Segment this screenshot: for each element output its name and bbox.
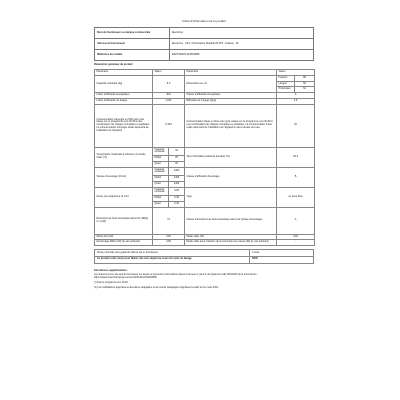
noise-value: 73 — [153, 207, 185, 234]
table-row — [95, 250, 314, 257]
supplier-name-label: Nom du fournisseur ou marque commerciale — [95, 28, 170, 39]
delay-start-label: Démarrage différé (W) (le cas échéant) — [95, 240, 153, 246]
eei-label: Indice d'efficacité énergétique — [95, 93, 153, 99]
noise-label: Émissions de bruit acoustique dans l'air (dB(A) re 1 pW) — [95, 207, 153, 234]
dimensions-label: Dimensions en cm — [185, 75, 277, 92]
capacity-label: Capacité nominale (kg) — [95, 75, 153, 92]
supplier-row — [95, 28, 314, 39]
standby-value: 0,50 — [277, 234, 315, 240]
temp-half-value: 25 — [169, 156, 185, 162]
off-mode-label: Mode arrêt (W) — [95, 234, 153, 240]
supplier-name-value: Electrolux — [170, 28, 314, 39]
moisture-label: Taux d'humidité résiduelle pondéré (%) — [185, 147, 277, 167]
supplier-address-value: Electrolux - 26 A, Prominatore Skadsih 80 870 - Krakow - PL — [170, 39, 314, 50]
temp-half-label: Moitié — [153, 156, 169, 162]
height-label: Hauteur — [277, 75, 295, 81]
moisture-value: 53,4 — [277, 147, 315, 167]
additional-info — [94, 270, 314, 290]
type-label: Type — [185, 187, 277, 207]
water-consumption-label: Consommation d'eau en litres par cycle, basée sur le programme éco 40-60 à une combinaison de charges complètes et partielles. La consommation d'eau réelle dépendra de l'utilisation de l'appareil et de la dureté de l'eau. — [185, 104, 277, 147]
duration-quarter-value: 2:45 — [169, 201, 185, 207]
duration-quarter-label: Quart — [153, 201, 169, 207]
wash-index-value: 1,031 — [153, 98, 185, 104]
energy-class-value: A — [277, 93, 315, 99]
noise-class-label: Classe d'émissions de bruit acoustique dans l'air (phase d'essorage) — [185, 207, 277, 234]
supplier-address-label: Adresse du fournisseur — [95, 39, 170, 50]
width-value: 60 — [295, 81, 315, 87]
table-row — [95, 256, 314, 263]
product-information-sheet — [94, 20, 314, 291]
temp-capacity-value: 32 — [169, 147, 185, 156]
spin-class-label: Classe d'efficacité d'essorage — [185, 167, 277, 187]
eei-value: 46,6 — [153, 93, 185, 99]
networked-standby-value: - — [277, 240, 315, 246]
model-reference-label: Référence du modèle — [95, 50, 170, 61]
energy-class-label: Classe d'efficacité énergétique — [185, 93, 277, 99]
model-reference-value: EW7F8000V-914500895 — [170, 50, 314, 61]
temp-quarter-value: 20 — [169, 161, 185, 167]
temp-capacity-label: Capacité nominale — [153, 147, 169, 156]
spin-class-value: B — [277, 167, 315, 187]
silver-ions-value: NON — [250, 256, 314, 263]
temperature-label: Température maximale à l'intérieur du textile traité (°C) — [95, 147, 153, 167]
energy-consumption-value: 0,434 — [153, 104, 185, 147]
table-row — [95, 104, 315, 147]
note-amendment: (1) Les modifications apportées au deuxième paragraphe et au premier paragraphe s'appliquent à partir du 1er mars 2021. — [94, 286, 219, 289]
parameters-table — [94, 69, 315, 246]
networked-standby-label: Mode veille avec maintien de la connexion au réseau (W) (le cas échéant) — [185, 240, 277, 246]
capacity-value: 8,0 — [153, 75, 185, 92]
rinse-label: Efficacité de rinçage (g/kg) — [185, 98, 277, 104]
spin-quarter-label: Quart — [153, 181, 169, 187]
depth-value: 64 — [295, 87, 315, 93]
off-mode-value: 0,50 — [153, 234, 185, 240]
header-value-2: Valeur — [277, 70, 315, 76]
warranty-value: 3 mois — [250, 250, 314, 257]
standby-label: Mode veille (W) — [185, 234, 277, 240]
spin-capacity-value: 1400 — [169, 167, 185, 176]
spin-quarter-value: 1400 — [169, 181, 185, 187]
table-row — [95, 207, 315, 234]
warranty-label: Durée minimale de la garantie offerte par le fournisseur — [95, 250, 250, 257]
spin-capacity-label: Capacité nominale — [153, 167, 169, 176]
duration-capacity-value: 3:35 — [169, 187, 185, 196]
supplier-table — [94, 27, 314, 61]
table-row — [95, 240, 315, 246]
duration-capacity-label: Capacité nominale — [153, 187, 169, 196]
water-consumption-value: 42 — [277, 104, 315, 147]
depth-label: Profondeur — [277, 87, 295, 93]
width-label: Largeur — [277, 81, 295, 87]
spin-half-label: Moitié — [153, 176, 169, 182]
energy-consumption-label: Consommation d'énergie en kWh par cycle, basée sur le programme éco 40-60 à une combinaison de charges complètes et partielles. La consommation d'énergie réelle dépendra de l'utilisation de l'appareil. — [95, 104, 153, 147]
spin-half-value: 1400 — [169, 176, 185, 182]
duration-label: Durée du programme (h:min) — [95, 187, 153, 207]
header-param: Paramètre — [95, 70, 153, 76]
header-value: Valeur — [153, 70, 185, 76]
header-param-2: Paramètre — [185, 70, 277, 76]
warranty-table — [94, 249, 314, 264]
silver-ions-label: Ce produit a été conçu pour libérer des ions argent au cours du cycle de lavage — [95, 256, 250, 263]
additional-info-title: Informations supplémentaires : — [94, 269, 129, 272]
note-eco: (*) Pour le programme éco 40-60. — [94, 281, 129, 284]
duration-half-value: 2:45 — [169, 196, 185, 202]
section-title: Paramètres généraux du produit — [94, 63, 133, 67]
rinse-value: 4,9 — [277, 98, 315, 104]
wash-index-label: Indice d'efficacité de lavage — [95, 98, 153, 104]
table-row — [95, 147, 315, 156]
height-value: 85 — [295, 75, 315, 81]
noise-class-value: A — [277, 207, 315, 234]
supplier-row — [95, 50, 314, 61]
delay-start-value: 4,00 — [153, 240, 185, 246]
table-row — [95, 167, 315, 176]
type-value: en pose libre — [277, 187, 315, 207]
sheet-title: Fiche d'information sur le produit — [182, 19, 226, 23]
spin-label: Vitesse d'essorage (tr/min) — [95, 167, 153, 187]
table-row — [95, 187, 315, 196]
temp-quarter-label: Quart — [153, 161, 169, 167]
note-link: Lien Internet vers le site web du fournisseur sur lequel se trouvent les informations visées à l'annexe II, point 9, du règlement (UE) 2019/2023 de la Commission : https://support.electroluxgroup.eu/ecoinfo/Product/914500895 — [94, 274, 258, 280]
duration-half-label: Moitié — [153, 196, 169, 202]
supplier-row — [95, 39, 314, 50]
